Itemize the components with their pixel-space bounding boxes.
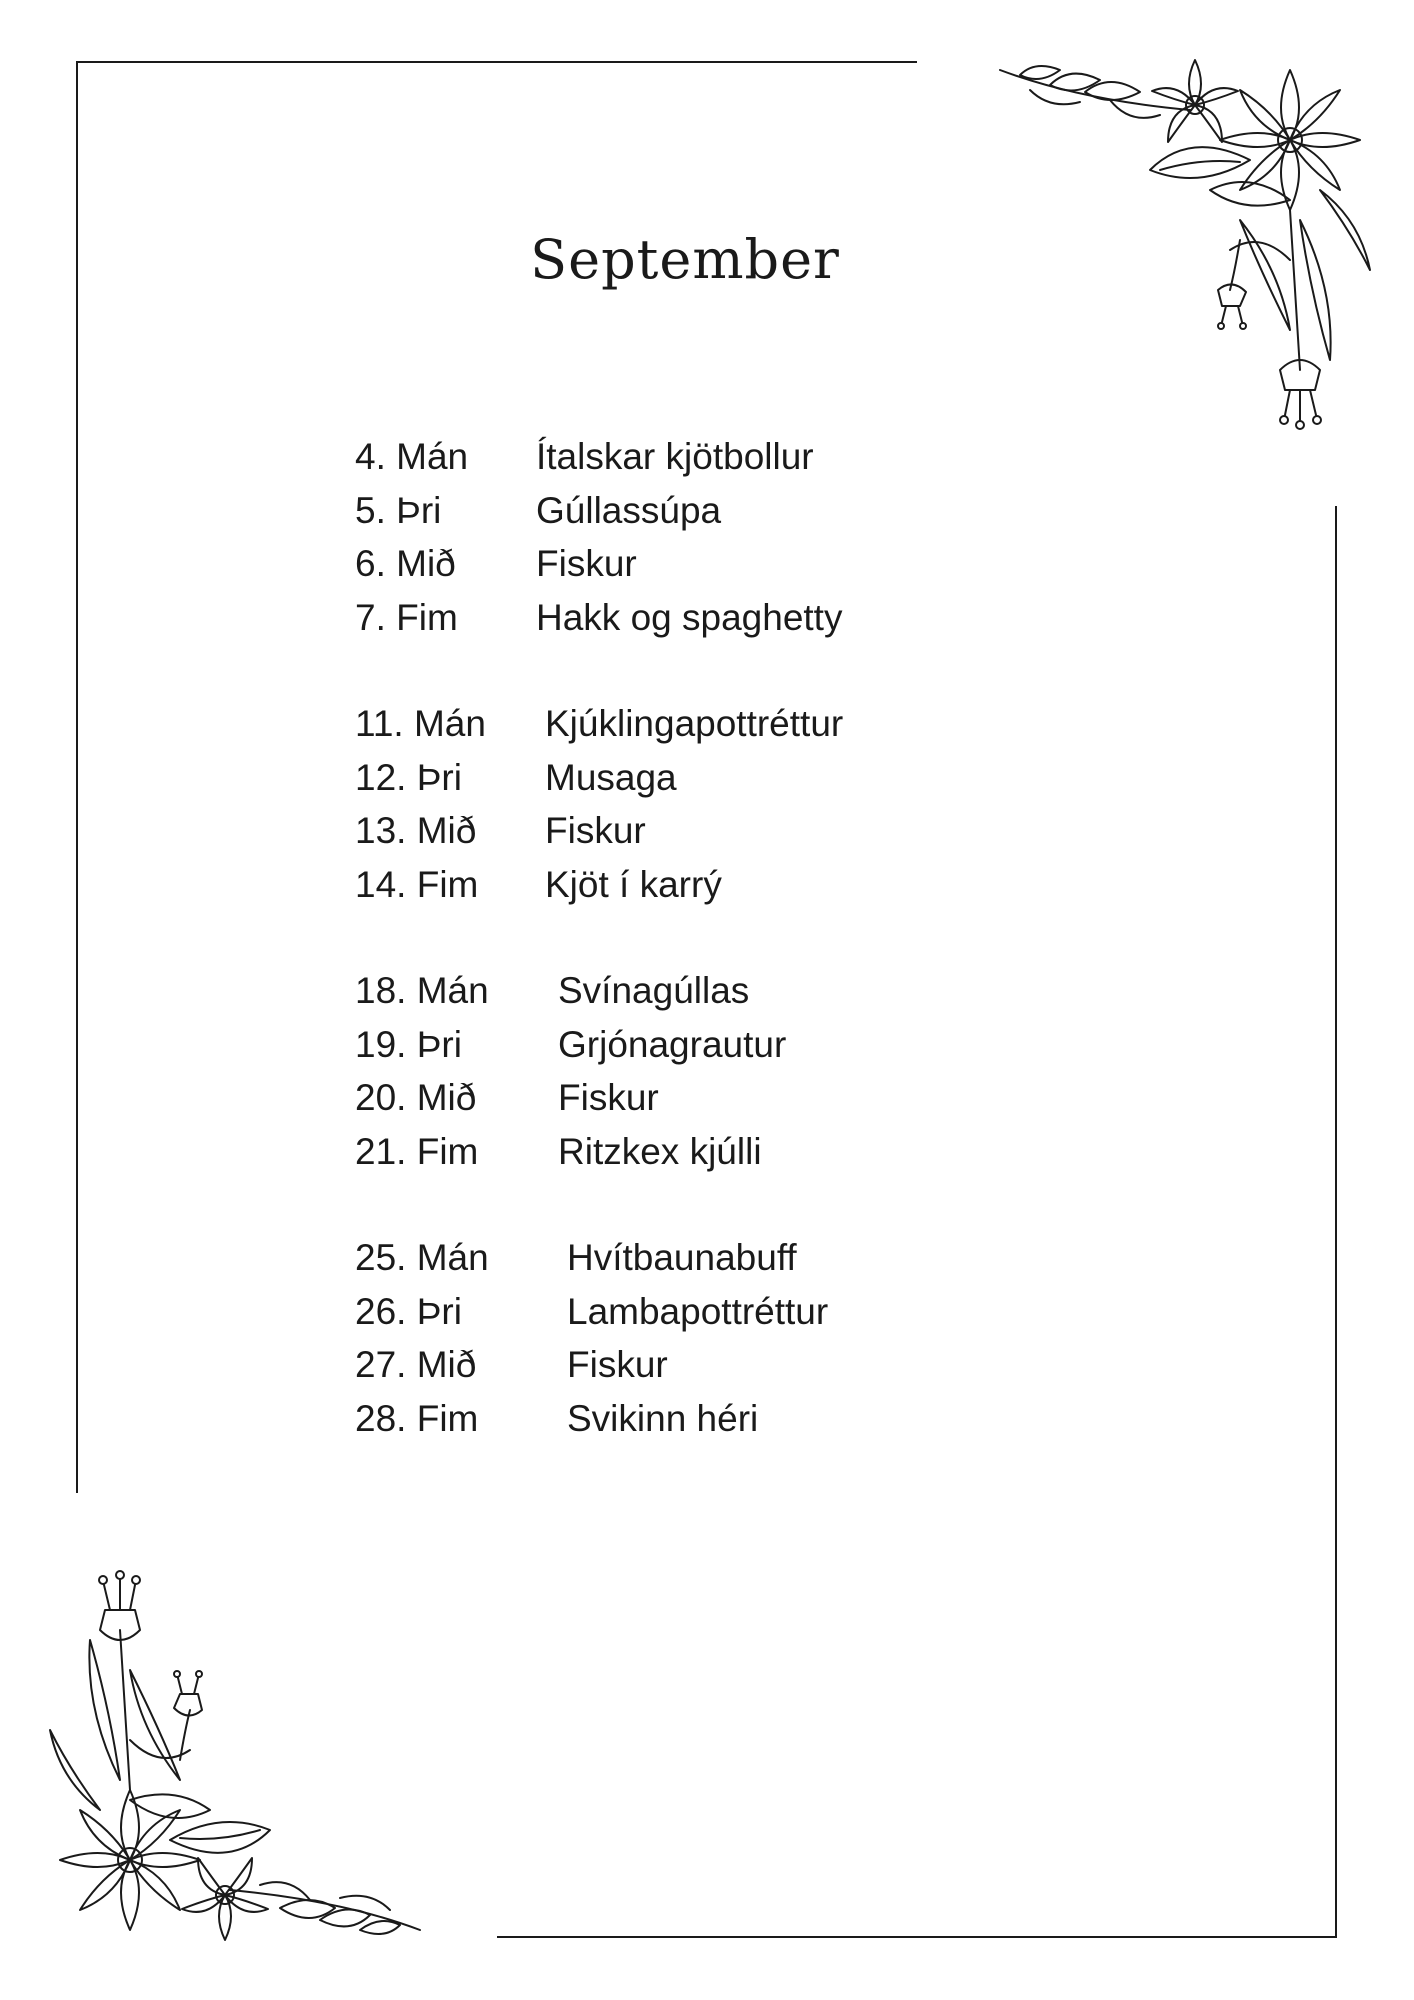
menu-day: 5. Þri [355, 489, 442, 531]
menu-row [355, 804, 1055, 858]
menu-dish: Gúllassúpa [536, 489, 722, 531]
menu-row [355, 484, 1055, 538]
menu-row [355, 1231, 1055, 1285]
menu-dish: Svikinn héri [567, 1397, 759, 1439]
menu-row [355, 858, 1055, 912]
menu-dish: Svínagúllas [558, 970, 750, 1011]
menu-dish: Ítalskar kjötbollur [536, 436, 814, 477]
menu-row [355, 1071, 1055, 1125]
menu-dish: Ritzkex kjúlli [558, 1130, 762, 1172]
menu-day: 27. Mið [355, 1344, 477, 1385]
week-block [355, 697, 1055, 911]
menu-day: 14. Fim [355, 863, 479, 905]
menu-row [355, 591, 1055, 645]
menu-dish: Fiskur [567, 1344, 668, 1385]
weekly-menu [355, 430, 1055, 1498]
menu-row [355, 1392, 1055, 1446]
menu-dish: Hvítbaunabuff [567, 1237, 797, 1278]
menu-dish: Fiskur [558, 1077, 659, 1118]
menu-dish: Fiskur [536, 543, 637, 584]
menu-row [355, 430, 1055, 484]
week-block [355, 964, 1055, 1178]
menu-dish: Grjónagrautur [558, 1023, 787, 1065]
menu-dish: Musaga [545, 756, 677, 798]
menu-day: 21. Fim [355, 1130, 479, 1172]
menu-day: 12. Þri [355, 756, 462, 798]
menu-row [355, 964, 1055, 1018]
menu-dish: Kjöt í karrý [545, 863, 722, 905]
frame-bottom-border [497, 1936, 1337, 1938]
frame-top-border [77, 61, 917, 63]
menu-day: 11. Mán [355, 703, 486, 744]
menu-row [355, 697, 1055, 751]
menu-day: 20. Mið [355, 1077, 477, 1118]
menu-day: 28. Fim [355, 1397, 479, 1439]
menu-row [355, 537, 1055, 591]
menu-dish: Fiskur [545, 810, 646, 851]
week-block [355, 430, 1055, 644]
page-title: September [530, 228, 840, 291]
menu-day: 4. Mán [355, 436, 469, 477]
floral-corner-icon [30, 1550, 430, 1970]
menu-dish: Lambapottréttur [567, 1290, 829, 1332]
menu-row [355, 1338, 1055, 1392]
menu-day: 13. Mið [355, 810, 477, 851]
menu-row [355, 1285, 1055, 1339]
menu-day: 26. Þri [355, 1290, 462, 1332]
menu-day: 19. Þri [355, 1023, 462, 1065]
menu-day: 6. Mið [355, 543, 456, 584]
week-block [355, 1231, 1055, 1445]
menu-row [355, 751, 1055, 805]
frame-right-border [1335, 506, 1337, 1938]
menu-dish: Kjúklingapottréttur [545, 703, 844, 744]
menu-row [355, 1018, 1055, 1072]
menu-day: 18. Mán [355, 970, 489, 1011]
menu-dish: Hakk og spaghetty [536, 596, 843, 638]
menu-day: 25. Mán [355, 1237, 489, 1278]
menu-row [355, 1125, 1055, 1179]
menu-day: 7. Fim [355, 596, 458, 638]
